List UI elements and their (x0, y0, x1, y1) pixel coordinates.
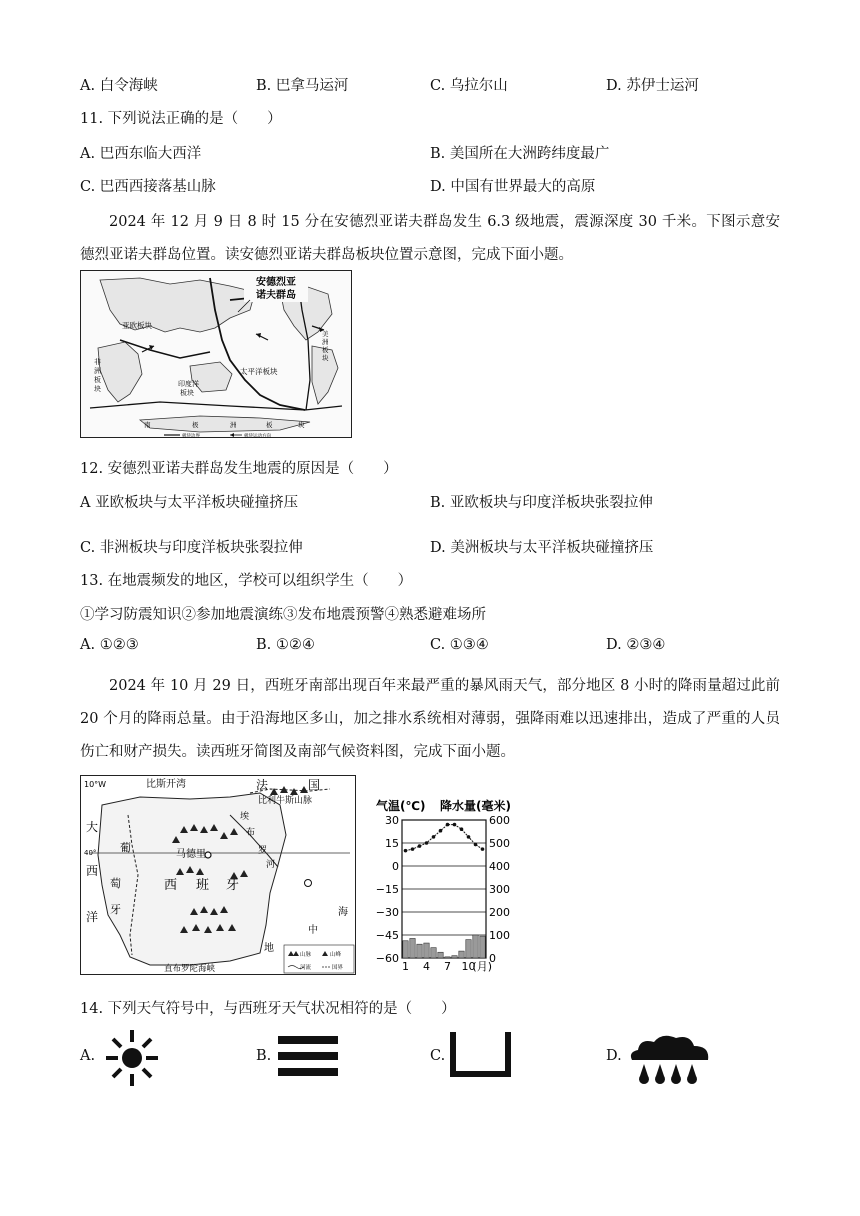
q10-option-c: C. 乌拉尔山 (430, 78, 508, 94)
map2-lon-label: 10°W (84, 780, 107, 789)
map1-antarctic-label-1: 南 (144, 421, 151, 429)
q12-option-a: A 亚欧板块与太平洋板块碰撞挤压 (80, 495, 299, 511)
q14-stem: 14. 下列天气符号中，与西班牙天气状况相符的是（ ） (80, 1001, 456, 1017)
map2-atlantic-label-2: 西 (86, 864, 99, 878)
map1-legend-motion: 板块运动方向 (244, 434, 271, 438)
precip-bar (403, 941, 408, 958)
fog-icon (278, 1034, 340, 1080)
map2-med-label-1: 中 (308, 925, 318, 936)
q12-option-d: D. 美洲板块与太平洋板块碰撞挤压 (430, 540, 654, 556)
y2-tick-label: 500 (489, 837, 510, 850)
y2-tick-label: 400 (489, 860, 510, 873)
map2-spain-label-2: 班 (196, 878, 210, 893)
y-tick-label: −60 (375, 952, 399, 965)
temperature-point (439, 829, 443, 833)
map2-biscay-label: 比斯开湾 (146, 779, 186, 790)
map2-spain-label-3: 牙 (226, 878, 240, 893)
temperature-point (418, 844, 422, 848)
q13-option-d: D. ②③④ (606, 637, 666, 653)
map2-france-label-1: 法 (256, 778, 269, 792)
precip-bar (438, 952, 443, 958)
map2-legend-river: 河流 (300, 965, 312, 971)
spain-map (80, 775, 356, 975)
climate-ylabel: 气温(℃) (376, 799, 426, 813)
map2-lat-label: 40° (84, 849, 97, 857)
map2-portugal-label-1: 葡 (120, 841, 131, 854)
q11-option-c: C. 巴西西接落基山脉 (80, 179, 216, 195)
map1-antarctic-label-4: 板 (266, 421, 273, 429)
q10-option-a: A. 白令海峡 (80, 78, 158, 94)
q13-option-a: A. ①②③ (80, 637, 139, 653)
map2-legend-mountain-range: 山脉 (300, 952, 312, 958)
q14-option-b-label: B. (256, 1048, 272, 1064)
x-tick-label: 7 (444, 960, 451, 973)
intro-paragraph-1: 2024 年 12 月 9 日 8 时 15 分在安德烈亚诺夫群岛发生 6.3 级地震，震源深度 30 千米。下图示意安德烈亚诺夫群岛位置。读安德烈亚诺夫群岛板块位置示意图，完成下面小题。 (80, 214, 780, 263)
precip-bar (445, 957, 450, 958)
precip-bar (459, 951, 464, 958)
q13-option-b: B. ①②④ (256, 637, 315, 653)
map1-indian-label-1: 印度洋 (178, 380, 199, 388)
y-tick-label: −45 (375, 929, 399, 942)
q13-stem: 13. 在地震频发的地区，学校可以组织学生（ ） (80, 573, 413, 589)
temperature-point (481, 847, 485, 851)
climate-chart (362, 796, 528, 976)
map2-ebro-label-4: 河 (266, 860, 276, 870)
q14-option-d-label: D. (606, 1048, 622, 1064)
q11-option-d: D. 中国有世界最大的高原 (430, 179, 596, 195)
map2-med-label-3: 地 (264, 943, 274, 954)
map2-spain-label-1: 西 (164, 878, 178, 893)
q11-option-b: B. 美国所在大洲跨纬度最广 (430, 146, 610, 162)
x-tick-label: 10 (461, 960, 476, 973)
map1-antarctic-label-5: 块 (298, 421, 305, 429)
precip-bar (480, 936, 485, 958)
y-tick-label: 30 (385, 814, 399, 827)
map1-islands-label-2: 诺夫群岛 (256, 290, 296, 301)
y2-tick-label: 600 (489, 814, 510, 827)
map2-legend-peak: 山峰 (330, 952, 342, 958)
y2-tick-label: 300 (489, 883, 510, 896)
temperature-point (425, 841, 429, 845)
temperature-point (432, 835, 436, 839)
map1-america-label-3: 板 (322, 346, 329, 354)
map1-african-label-2: 洲 (94, 367, 101, 375)
precip-bar (431, 948, 436, 958)
precip-bar (410, 938, 415, 958)
map1-african-label-4: 块 (94, 385, 101, 393)
map2-ebro-label-3: 罗 (258, 846, 268, 856)
map1-indian-label-2: 板块 (180, 389, 194, 397)
map2-med-label-2: 海 (338, 907, 348, 918)
temperature-point (446, 823, 450, 827)
y-tick-label: −15 (375, 883, 399, 896)
map1-african-label-1: 非 (94, 358, 101, 366)
q13-items: ①学习防震知识②参加地震演练③发布地震预警④熟悉避难场所 (80, 607, 486, 623)
map2-ebro-label-2: 布 (246, 828, 256, 838)
intro-paragraph-2: 2024 年 10 月 29 日，西班牙南部出现百年来最严重的暴风雨天气，部分地区 8 小时的降雨量超过此前 20 个月的降雨总量。由于沿海地区多山，加之排水系统相对薄弱，强降雨难以迅速排出，造成了严重的人员伤亡和财产损失。读西班牙简图及南部气候资料图，完成下面小题。 (80, 678, 780, 760)
dust-icon (450, 1030, 512, 1078)
map2-ebro-label-1: 埃 (240, 812, 250, 822)
map1-antarctic-label-3: 洲 (230, 421, 237, 429)
y2-tick-label: 100 (489, 929, 510, 942)
y2-tick-label: 200 (489, 906, 510, 919)
map1-african-label-3: 板 (94, 376, 101, 384)
q12-option-c: C. 非洲板块与印度洋板块张裂拉伸 (80, 540, 303, 556)
map2-madrid-label: 马德里 (176, 849, 206, 860)
temperature-point (411, 847, 415, 851)
temperature-point (474, 843, 478, 847)
map2-atlantic-label-1: 大 (86, 820, 99, 834)
x-tick-label: 1 (402, 960, 409, 973)
map2-portugal-label-2: 萄 (110, 877, 121, 890)
climate-y2label: 降水量(毫米) (440, 799, 511, 813)
temperature-point (404, 849, 408, 853)
precip-bar (424, 943, 429, 958)
precip-bar (417, 944, 422, 958)
temperature-point (453, 823, 457, 827)
temperature-line (406, 825, 483, 851)
map1-america-label-1: 美 (322, 330, 329, 338)
q11-stem: 11. 下列说法正确的是（ ） (80, 111, 282, 127)
y2-tick-label: 0 (489, 952, 496, 965)
precip-bar (466, 940, 471, 958)
sun-icon (104, 1028, 160, 1088)
q10-option-d: D. 苏伊士运河 (606, 78, 699, 94)
map1-antarctic-label-2: 极 (192, 421, 199, 429)
q14-option-c-label: C. (430, 1048, 446, 1064)
map2-france-label-2: 国 (308, 778, 321, 792)
rainstorm-icon (626, 1030, 714, 1086)
map2-atlantic-label-3: 洋 (86, 910, 99, 924)
map1-legend-boundary: 板块边界 (182, 434, 200, 438)
y-tick-label: 15 (385, 837, 399, 850)
map2-legend-border: 国界 (332, 965, 344, 971)
map2-pyrenees-label: 比利牛斯山脉 (258, 796, 313, 806)
map1-eurasian-label: 亚欧板块 (122, 321, 152, 330)
map2-gibraltar-label: 直布罗陀海峡 (164, 964, 216, 974)
precip-bar (452, 956, 457, 958)
q14-option-a-label: A. (80, 1048, 96, 1064)
map2-portugal-label-3: 牙 (110, 903, 121, 916)
precip-bar (473, 935, 478, 958)
x-tick-label: 4 (423, 960, 430, 973)
y-tick-label: −30 (375, 906, 399, 919)
map1-pacific-label: 太平洋板块 (240, 367, 278, 376)
map1-america-label-4: 块 (322, 354, 329, 362)
temperature-point (467, 835, 471, 839)
x-axis-unit: (月) (472, 960, 492, 973)
map1-america-label-2: 洲 (322, 338, 329, 346)
q12-option-b: B. 亚欧板块与印度洋板块张裂拉伸 (430, 495, 653, 511)
q13-option-c: C. ①③④ (430, 637, 489, 653)
temperature-point (460, 827, 464, 831)
q11-option-a: A. 巴西东临大西洋 (80, 146, 202, 162)
map1-islands-label-1: 安德烈亚 (256, 277, 296, 288)
q12-stem: 12. 安德烈亚诺夫群岛发生地震的原因是（ ） (80, 461, 398, 477)
plate-map (80, 270, 352, 438)
y-tick-label: 0 (392, 860, 399, 873)
q10-option-b: B. 巴拿马运河 (256, 78, 349, 94)
